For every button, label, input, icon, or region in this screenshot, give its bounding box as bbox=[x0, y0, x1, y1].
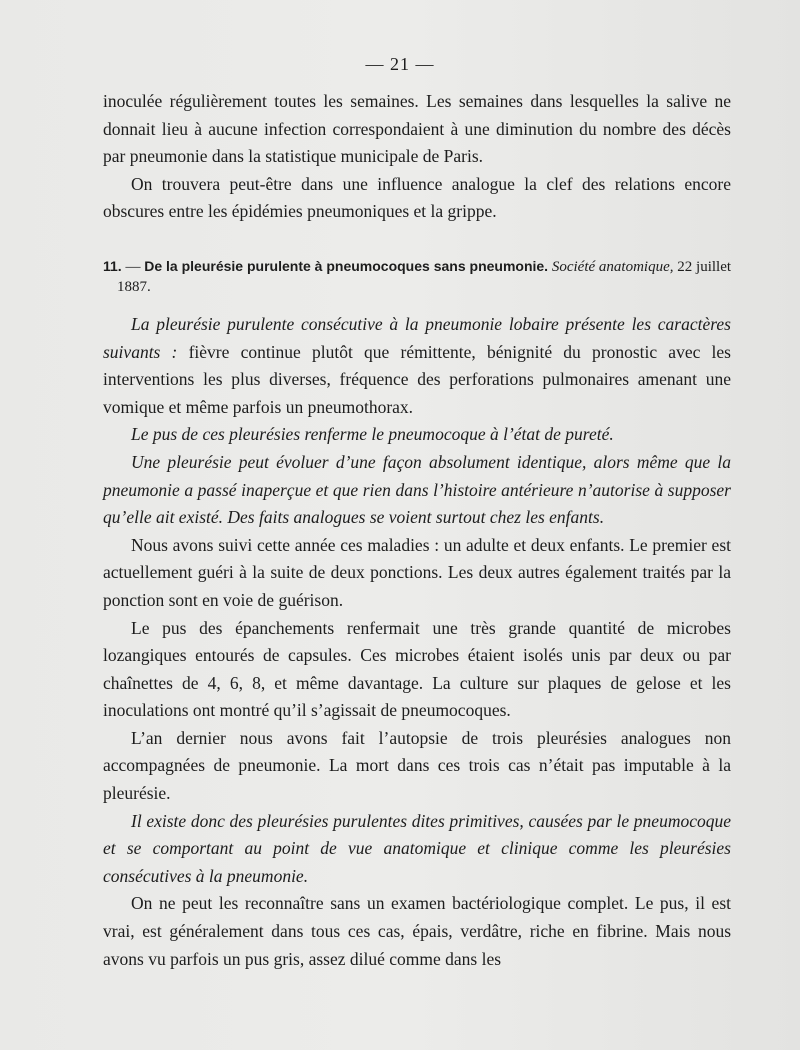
reference-title: De la pleurésie purulente à pneumocoques sans pneumonie. bbox=[144, 257, 549, 274]
paragraph-3-italic: La pleurésie purulente consécutive à la pneumonie lobaire présente les caractères suivants : bbox=[103, 313, 731, 362]
reference-number: 11. bbox=[103, 257, 122, 274]
reference-heading bbox=[103, 256, 731, 297]
paragraph-8: L’an dernier nous avons fait l’autopsie de trois pleurésies analogues non accompagnées de pneumonie. La mort dans ces trois cas n’était pas imputable à la pleurésie. bbox=[103, 727, 731, 804]
paragraph-3 bbox=[103, 311, 731, 421]
paragraph-1: inoculée régulièrement toutes les semaines. Les semaines dans lesquelles la salive ne donnait lieu à aucune infection correspondaient à une diminution du nombre des décès par pneumonie dans la statistique municipale de Paris. bbox=[103, 91, 731, 167]
paragraph-7: Le pus des épanchements renfermait une très grande quantité de microbes lozangiques entourés de capsules. Ces microbes étaient isolés unis par deux ou par chaînettes de 4, 6, 8, et même davantage. La culture sur plaques de gelose et les inoculations ont montré qu’il s’agissait de pneumocoques. bbox=[103, 617, 731, 721]
page-number: — 21 — bbox=[365, 54, 435, 74]
paragraph-5: Une pleurésie peut évoluer d’une façon absolument identique, alors même que la pneumonie a passé inaperçue et que rien dans l’histoire antérieure n’autorise à supposer qu’elle ait existé. Des faits analogues se voient surtout chez les enfants. bbox=[103, 451, 731, 528]
paragraph-3-rest: fièvre continue plutôt que rémittente, bénignité du pronostic avec les interventions les plus diverses, fréquence des perforations pulmonaires amenant une vomique et même parfois un pneumothorax. bbox=[103, 341, 731, 417]
paragraph-2: On trouvera peut-être dans une influence analogue la clef des relations encore obscures entre les épidémies pneumoniques et la grippe. bbox=[103, 173, 731, 222]
paragraph-10: On ne peut les reconnaître sans un examen bactériologique complet. Le pus, il est vrai, est généralement dans tous ces cas, épais, verdâtre, riche en fibrine. Mais nous avons vu parfois un pus gris, assez dilué comme dans les bbox=[103, 893, 731, 969]
paragraph-9: Il existe donc des pleurésies purulentes dites primitives, causées par le pneumocoque et se comportant au point de vue anatomique et clinique comme les pleurésies consécutives à la pneumonie. bbox=[103, 810, 731, 886]
reference-date: 22 juillet 1887. bbox=[117, 258, 732, 295]
paragraph-6: Nous avons suivi cette année ces maladies : un adulte et deux enfants. Le premier est actuellement guéri à la suite de deux ponctions. Les deux autres également traités par la ponction sont en voie de guérison. bbox=[103, 534, 731, 610]
reference-source: Société anatomique, bbox=[551, 258, 674, 275]
body-text bbox=[103, 88, 731, 973]
paragraph-4: Le pus de ces pleurésies renferme le pneumocoque à l’état de pureté. bbox=[131, 424, 614, 445]
reference-dash: — bbox=[125, 258, 141, 275]
